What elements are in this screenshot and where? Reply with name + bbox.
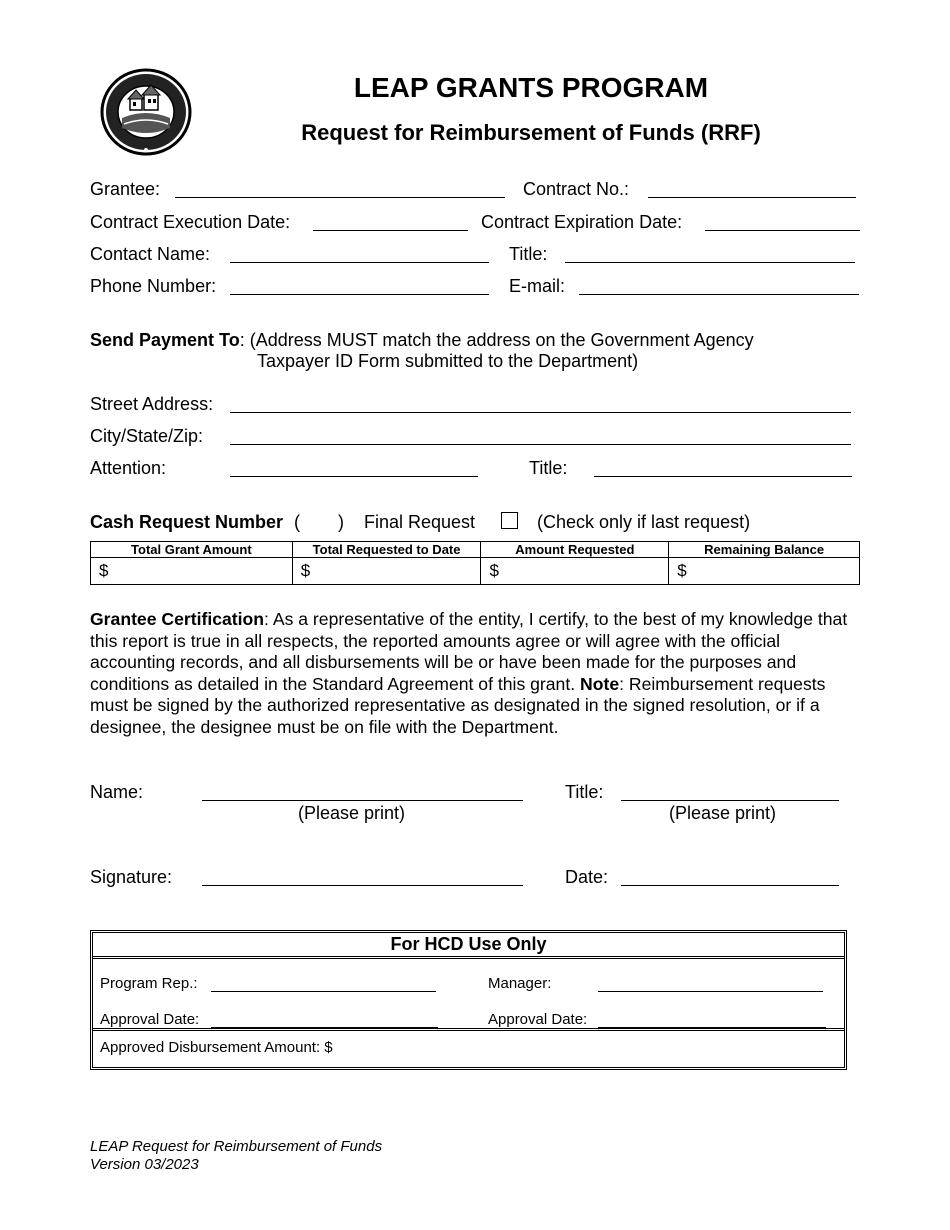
total-grant-amount-header: Total Grant Amount (91, 542, 293, 558)
contact-name-label: Contact Name: (90, 244, 211, 264)
total-requested-cell[interactable]: $ (292, 558, 481, 585)
funds-table-header-row (91, 542, 860, 558)
send-payment-note-2: Taxpayer ID Form submitted to the Department) (257, 351, 639, 371)
phone-label: Phone Number: (90, 276, 217, 296)
manager-field[interactable] (598, 991, 823, 992)
phone-field[interactable] (230, 294, 489, 295)
hcd-disbursement-row (93, 1028, 844, 1067)
signer-name-label: Name: (90, 782, 144, 802)
program-rep-label: Program Rep.: (100, 975, 198, 992)
remaining-balance-header: Remaining Balance (669, 542, 860, 558)
execution-date-field[interactable] (313, 230, 468, 231)
contract-no-label: Contract No.: (523, 179, 630, 199)
funds-table-row (91, 558, 860, 585)
program-rep-field[interactable] (211, 991, 436, 992)
send-payment-label: Send Payment To (90, 330, 240, 350)
final-request-note: (Check only if last request) (537, 512, 751, 532)
hcd-use-only-box (90, 930, 847, 1070)
signature-date-field[interactable] (621, 885, 839, 886)
certification-note-label: Note (580, 673, 620, 694)
attention-title-label: Title: (529, 458, 568, 478)
final-request-label: Final Request (364, 512, 476, 532)
cash-request-paren-close: ) (338, 512, 344, 532)
remaining-balance-cell[interactable]: $ (669, 558, 860, 585)
send-payment-heading (90, 329, 754, 351)
hcd-use-only-heading: For HCD Use Only (93, 933, 844, 959)
funds-table (90, 541, 860, 585)
approval-date-label: Approval Date: (100, 1011, 200, 1028)
form-subtitle: Request for Reimbursement of Funds (RRF) (301, 120, 761, 145)
grantee-certification (90, 609, 860, 738)
manager-approval-date-label: Approval Date: (488, 1011, 588, 1028)
cash-request-paren-open: ( (294, 512, 300, 532)
total-grant-amount-cell[interactable]: $ (91, 558, 293, 585)
footer-form-name: LEAP Request for Reimbursement of Funds (90, 1138, 383, 1155)
contact-title-label: Title: (509, 244, 548, 264)
contract-no-field[interactable] (648, 197, 856, 198)
program-title: LEAP GRANTS PROGRAM (353, 72, 709, 103)
cash-request-label: Cash Request Number (90, 512, 284, 532)
amount-requested-cell[interactable]: $ (481, 558, 669, 585)
expiration-date-field[interactable] (705, 230, 860, 231)
signer-title-label: Title: (565, 782, 604, 802)
street-label: Street Address: (90, 394, 214, 414)
manager-label: Manager: (488, 975, 552, 992)
approved-disbursement-label: Approved Disbursement Amount: $ (100, 1039, 333, 1056)
signature-date-label: Date: (565, 867, 609, 887)
signature-field[interactable] (202, 885, 523, 886)
certification-text-2: : Reimbursement requests must be signed by the authorized representative as designated in the signed resolution, or if a designee, the designee must be on file with the Department. (90, 673, 826, 737)
contact-name-field[interactable] (230, 262, 489, 263)
signer-title-hint: (Please print) (669, 803, 777, 823)
attention-label: Attention: (90, 458, 167, 478)
grantee-label: Grantee: (90, 179, 161, 199)
execution-date-label: Contract Execution Date: (90, 212, 291, 232)
signer-name-hint: (Please print) (298, 803, 406, 823)
email-label: E-mail: (509, 276, 566, 296)
final-request-checkbox[interactable] (501, 512, 518, 529)
attention-field[interactable] (230, 476, 478, 477)
total-requested-header: Total Requested to Date (292, 542, 481, 558)
city-label: City/State/Zip: (90, 426, 204, 446)
grantee-field[interactable] (175, 197, 505, 198)
expiration-date-label: Contract Expiration Date: (481, 212, 683, 232)
amount-requested-header: Amount Requested (481, 542, 669, 558)
certification-heading: Grantee Certification (90, 609, 265, 629)
attention-title-field[interactable] (594, 476, 852, 477)
footer (90, 1138, 382, 1174)
signer-name-field[interactable] (202, 800, 523, 801)
street-field[interactable] (230, 412, 851, 413)
signature-label: Signature: (90, 867, 173, 887)
city-field[interactable] (230, 444, 851, 445)
contact-title-field[interactable] (565, 262, 855, 263)
footer-version: Version 03/2023 (90, 1156, 199, 1173)
send-payment-note-1: : (Address MUST match the address on the Government Agency (239, 330, 754, 350)
signer-title-field[interactable] (621, 800, 839, 801)
email-field[interactable] (579, 294, 859, 295)
certification-text-1: : As a representative of the entity, I certify, to the best of my knowledge that this report is true in all respects, the reported amounts agree or will agree with the official accounting records, and all disbursements will be or have been made for the purposes and conditions as detailed in the Standard Agreement of this grant. (90, 609, 848, 694)
